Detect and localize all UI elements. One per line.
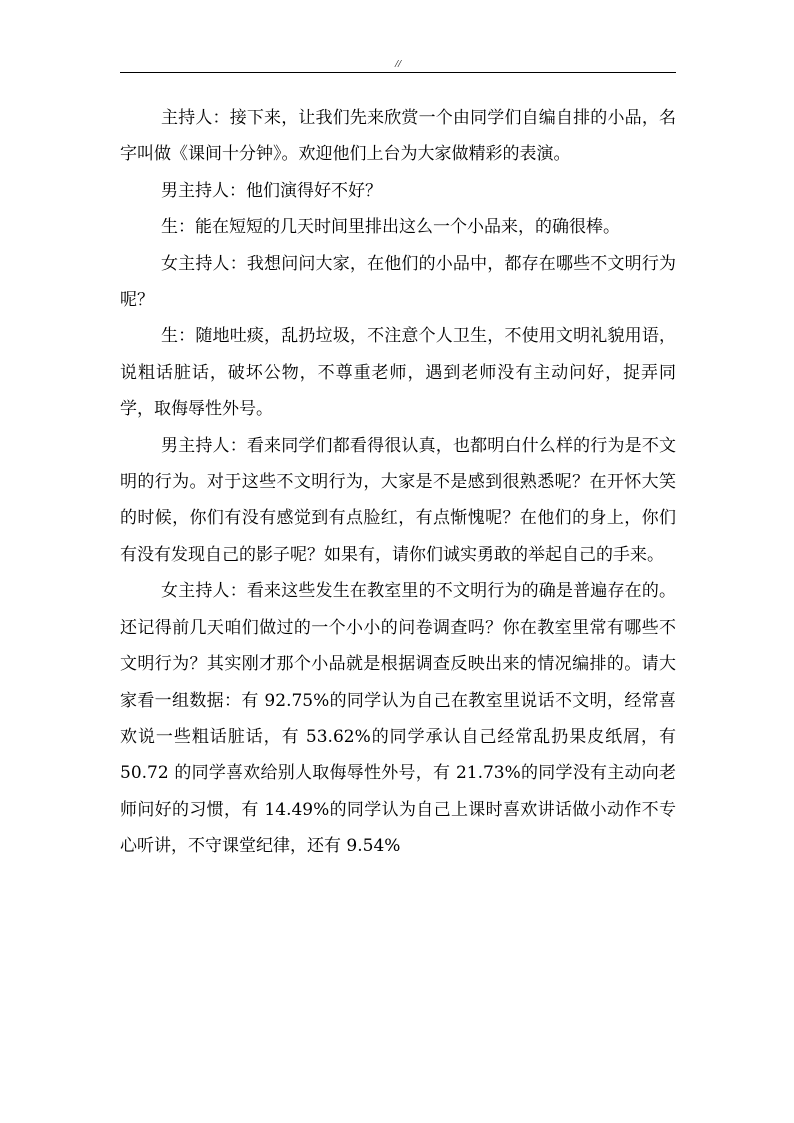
paragraph-host-intro: 主持人：接下来，让我们先来欣赏一个由同学们自编自排的小品，名字叫做《课间十分钟》。欢迎他们上台为大家做精彩的表演。: [120, 108, 676, 165]
paragraph-student-answer: 生：能在短短的几天时间里排出这么一个小品来，的确很棒。: [161, 217, 620, 238]
page-header: [120, 56, 676, 73]
paragraph-female-host-survey: 女主持人：看来这些发生在教室里的不文明行为的确是普遍存在的。还记得前几天咱们做过的一个小小的问卷调查吗？你在教室里常有哪些不文明行为？其实刚才那个小品就是根据调查反映出来的情况编排的。请大家看一组数据：有 92.75%的同学认为自己在教室里说话不文明，经常喜欢说一些粗话脏话，有 53.62%的同学承认自己经常乱扔果皮纸屑，有 50.72 的同学喜欢给别人取侮辱性外号，有 21.73%的同学没有主动向老师问好的习惯，有 14.49%的同学认为自己上课时喜欢讲话做小动作不专心听讲，不守课堂纪律，还有 9.54%: [120, 581, 676, 857]
paragraph-female-host-question: 女主持人：我想问问大家，在他们的小品中，都存在哪些不文明行为呢？: [120, 253, 676, 311]
paragraph-male-host-question: 男主持人：他们演得好不好？: [161, 180, 382, 201]
document-body: [120, 100, 676, 865]
page-header-text: //: [394, 58, 402, 70]
paragraph-student-list: 生：随地吐痰，乱扔垃圾，不注意个人卫生，不使用文明礼貌用语，说粗话脏话，破坏公物，不尊重老师，遇到老师没有主动问好，捉弄同学，取侮辱性外号。: [120, 326, 676, 420]
paragraph-male-host-reflection: 男主持人：看来同学们都看得很认真，也都明白什么样的行为是不文明的行为。对于这些不文明行为，大家是不是感到很熟悉呢？在开怀大笑的时候，你们有没有感觉到有点脸红，有点惭愧呢？在他们的身上，你们有没有发现自己的影子呢？如果有，请你们诚实勇敢的举起自己的手来。: [120, 435, 676, 565]
